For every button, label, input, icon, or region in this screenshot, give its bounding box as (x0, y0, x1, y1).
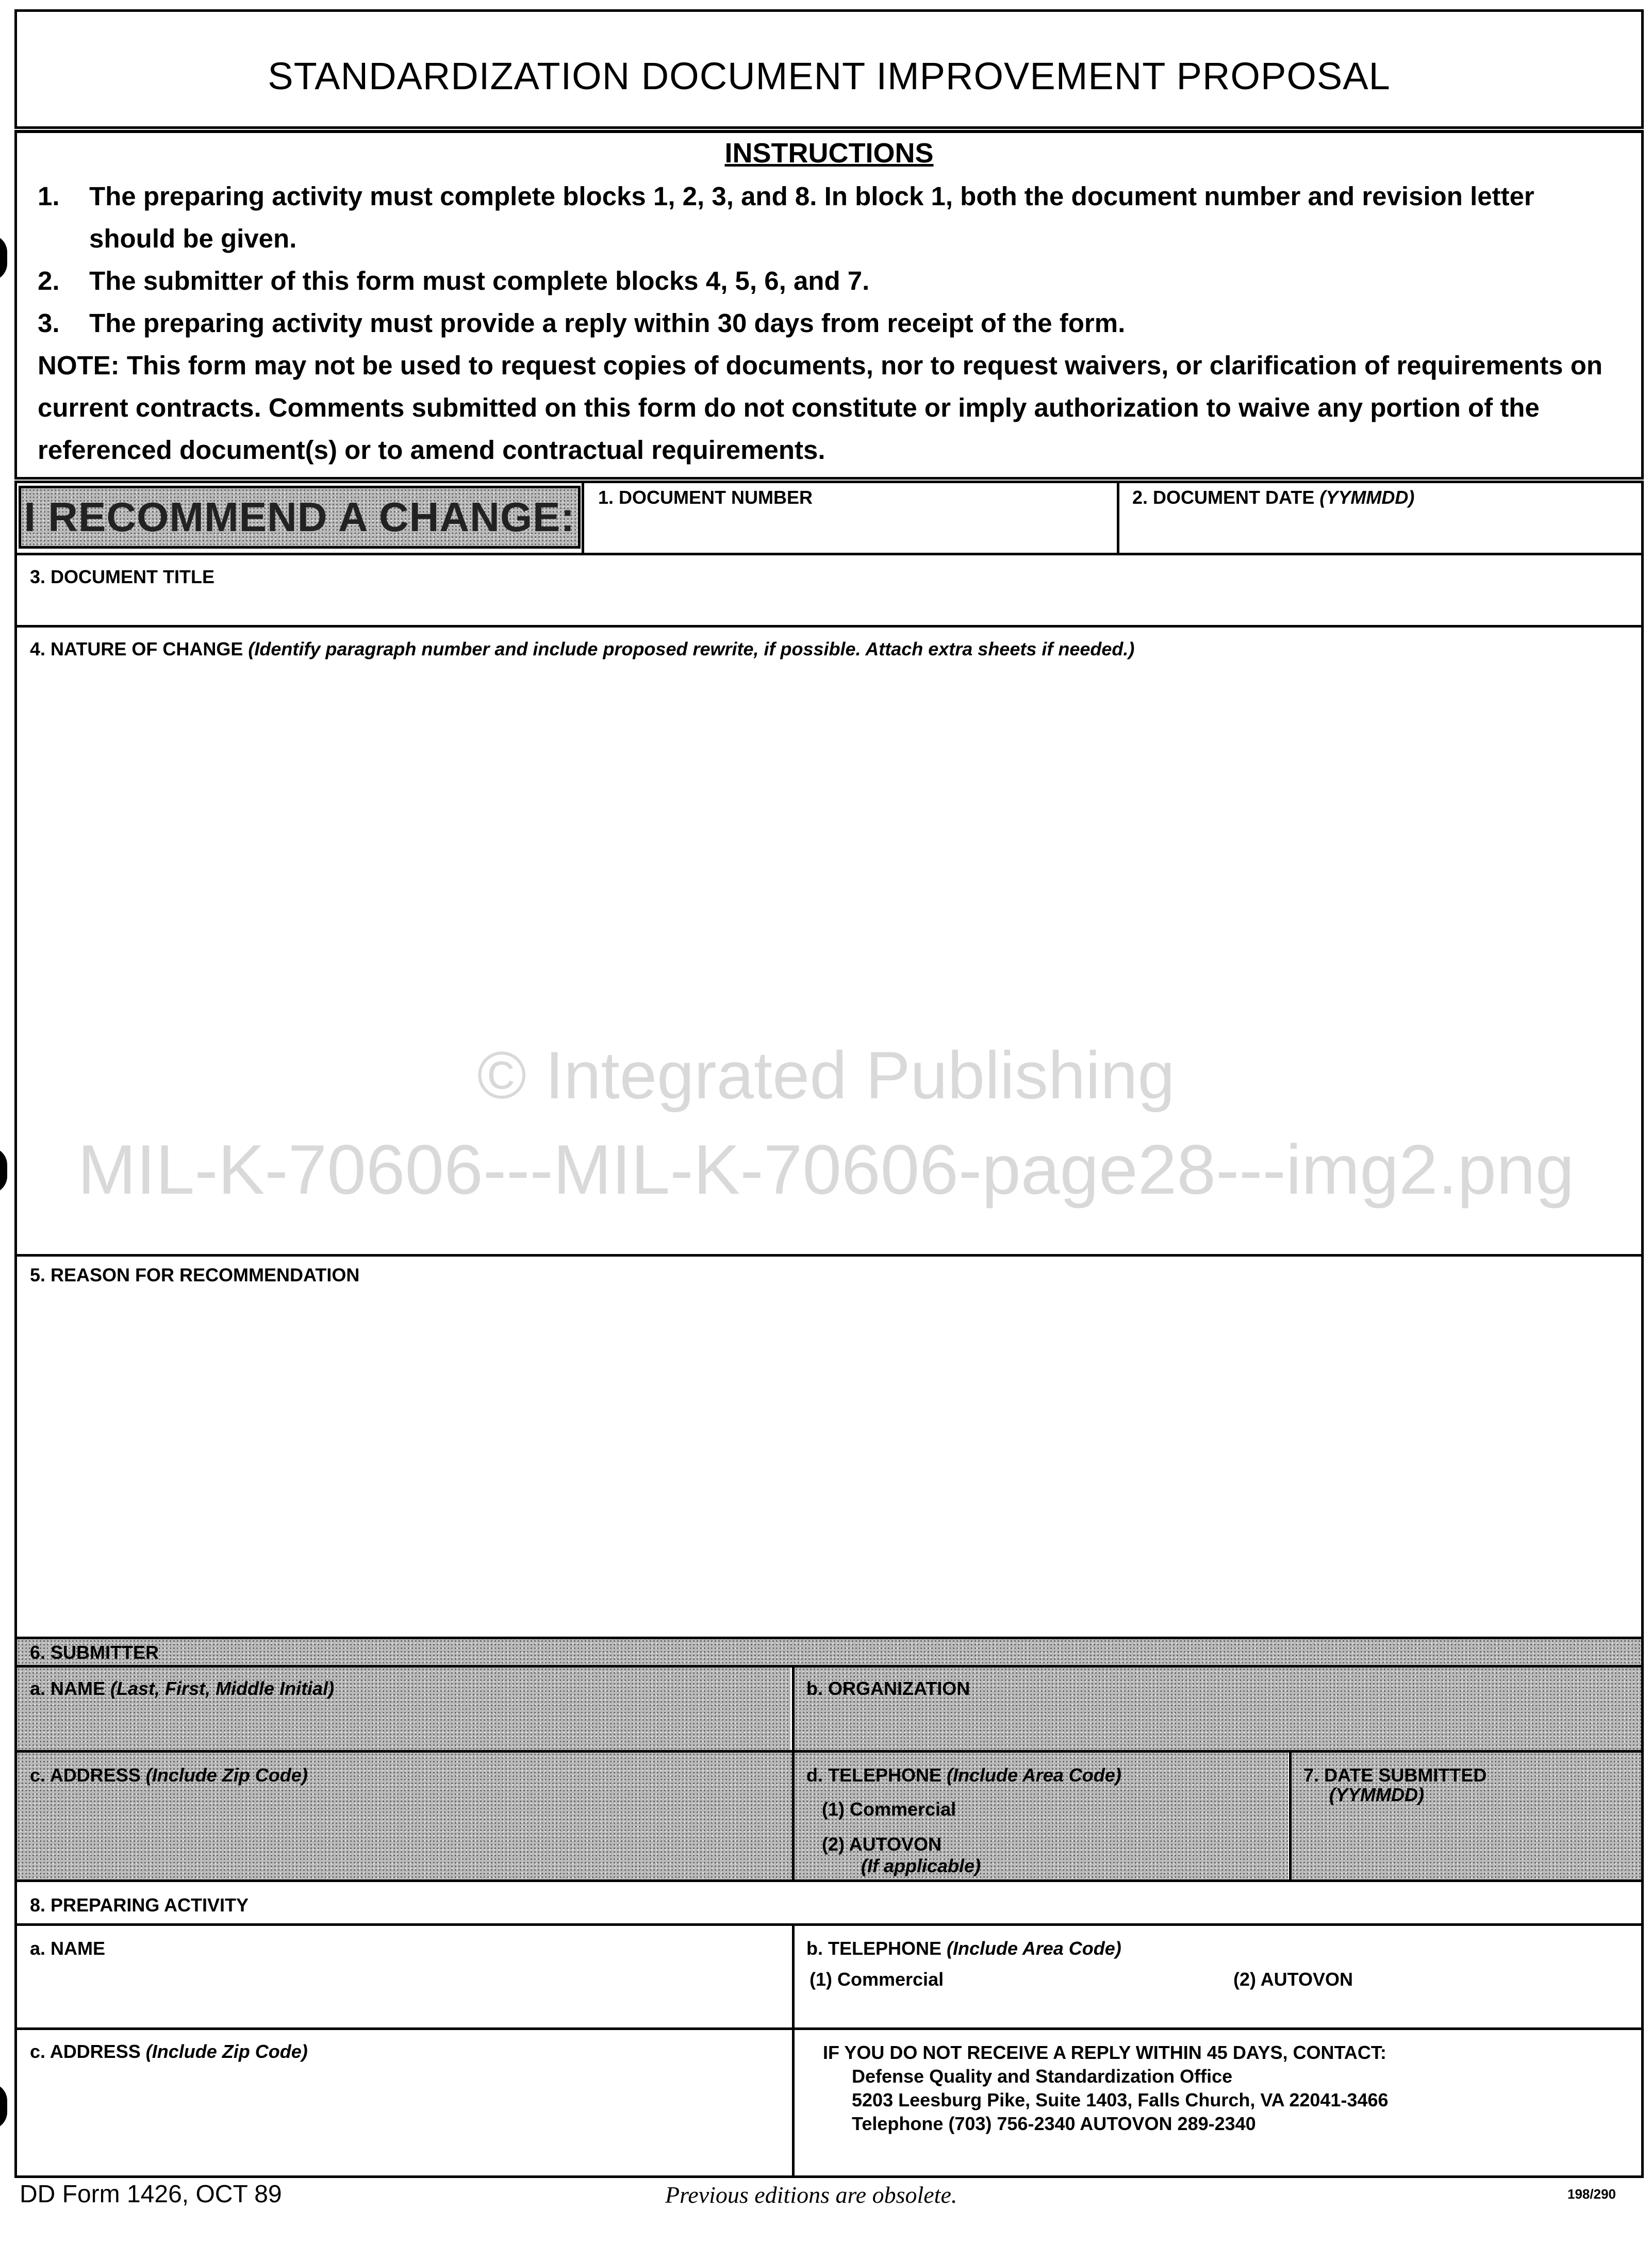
preparing-phone-autovon-label: (2) AUTOVON (1233, 1969, 1353, 1990)
autovon-hint-text: (If applicable) (861, 1855, 981, 1876)
document-title-label: 3. DOCUMENT TITLE (30, 566, 214, 587)
document-date-label-text: 2. DOCUMENT DATE (1132, 487, 1315, 508)
nature-of-change-label (30, 638, 1134, 660)
submitter-telephone-label (806, 1764, 1121, 1786)
submitter-telephone-hint: (Include Area Code) (947, 1764, 1121, 1786)
preparing-telephone-hint: (Include Area Code) (947, 1938, 1121, 1959)
submitter-phone-autovon-label: (2) AUTOVON (822, 1834, 942, 1855)
preparing-name-field[interactable] (19, 1959, 790, 2025)
document-number-label: 1. DOCUMENT NUMBER (598, 487, 813, 508)
instruction-number: 1. (38, 182, 60, 211)
date-submitted-label: 7. DATE SUBMITTED (1303, 1764, 1487, 1786)
contact-office: Defense Quality and Standardization Office (852, 2066, 1233, 2087)
instructions-heading: INSTRUCTIONS (724, 138, 934, 169)
document-date-hint: (YYMMDD) (1319, 487, 1415, 508)
reason-field[interactable] (19, 1289, 1641, 1635)
instruction-text: The preparing activity must provide a reply within 30 days from receipt of the form. (89, 308, 1126, 338)
instruction-note: NOTE: This form may not be used to request copies of documents, nor to request waivers, or clarification of requirements on current contracts. Comments submitted on this form do not constitute or imply authorization to waive any portion of the referenced document(s) or to amend contractual requirements. (38, 351, 1603, 465)
instructions-box (14, 130, 1644, 480)
instruction-number: 3. (38, 308, 60, 338)
contact-telephone: Telephone (703) 756-2340 AUTOVON 289-2340 (852, 2113, 1256, 2134)
form-code: 198/290 (1567, 2186, 1616, 2202)
contact-address: 5203 Leesburg Pike, Suite 1403, Falls Church, VA 22041-3466 (852, 2089, 1389, 2110)
document-number-field[interactable] (586, 510, 1115, 551)
submitter-phone-autovon-hint (861, 1855, 981, 1877)
submitter-address-label-text: c. ADDRESS (30, 1764, 141, 1786)
preparing-address-label (30, 2041, 308, 2063)
form-id: DD Form 1426, OCT 89 (20, 2181, 282, 2208)
document-date-field[interactable] (1121, 510, 1642, 551)
instruction-text: The preparing activity must complete blocks 1, 2, 3, and 8. In block 1, both the document number and revision letter should be given. (89, 182, 1534, 253)
submitter-telephone-label-text: d. TELEPHONE (806, 1764, 942, 1786)
submitter-address-hint: (Include Zip Code) (145, 1764, 308, 1786)
date-submitted-hint-text: (YYMMDD) (1329, 1784, 1424, 1805)
submitter-name-label-text: a. NAME (30, 1678, 106, 1699)
preparing-address-label-text: c. ADDRESS (30, 2041, 141, 2062)
obsolete-notice: Previous editions are obsolete. (665, 2182, 957, 2208)
submitter-name-label (30, 1678, 334, 1700)
instruction-item (38, 175, 1621, 260)
watermark-line-1: © Integrated Publishing (477, 1037, 1175, 1113)
preparing-activity-label: 8. PREPARING ACTIVITY (30, 1894, 249, 1916)
preparing-phone-commercial-label: (1) Commercial (810, 1969, 944, 1990)
submitter-organization-label: b. ORGANIZATION (806, 1678, 970, 1699)
instructions-list (38, 175, 1621, 471)
instruction-text: The submitter of this form must complete blocks 4, 5, 6, and 7. (89, 266, 870, 295)
submitter-address-label (30, 1764, 308, 1786)
contact-heading: IF YOU DO NOT RECEIVE A REPLY WITHIN 45 DAYS, CONTACT: (823, 2042, 1386, 2063)
preparing-address-hint: (Include Zip Code) (145, 2041, 308, 2062)
date-submitted-hint (1329, 1784, 1424, 1806)
instruction-number: 2. (38, 266, 60, 295)
submitter-phone-commercial-label: (1) Commercial (822, 1799, 956, 1820)
preparing-address-field[interactable] (19, 2065, 790, 2175)
form-title: STANDARDIZATION DOCUMENT IMPROVEMENT PROPOSAL (268, 55, 1391, 97)
binder-hole-top (0, 235, 7, 281)
reason-label: 5. REASON FOR RECOMMENDATION (30, 1264, 360, 1285)
recommend-change-banner: I RECOMMEND A CHANGE: (19, 486, 581, 549)
nature-of-change-hint: (Identify paragraph number and include proposed rewrite, if possible. Attach extra sheets if needed.) (248, 638, 1135, 659)
submitter-header-bar (17, 1639, 1641, 1665)
watermark-line-2: MIL-K-70606---MIL-K-70606-page28---img2.png (77, 1130, 1575, 1209)
preparing-name-label: a. NAME (30, 1938, 106, 1959)
document-date-label (1132, 487, 1414, 508)
preparing-telephone-label-text: b. TELEPHONE (806, 1938, 942, 1959)
document-title-field[interactable] (19, 589, 1641, 623)
preparing-telephone-label (806, 1938, 1121, 1959)
form-title-box (14, 9, 1644, 129)
submitter-name-hint: (Last, First, Middle Initial) (110, 1678, 335, 1699)
submitter-label: 6. SUBMITTER (30, 1642, 159, 1663)
instruction-item (38, 302, 1621, 344)
nature-of-change-label-text: 4. NATURE OF CHANGE (30, 638, 243, 659)
instruction-item (38, 260, 1621, 302)
binder-hole-bottom (0, 2083, 7, 2130)
